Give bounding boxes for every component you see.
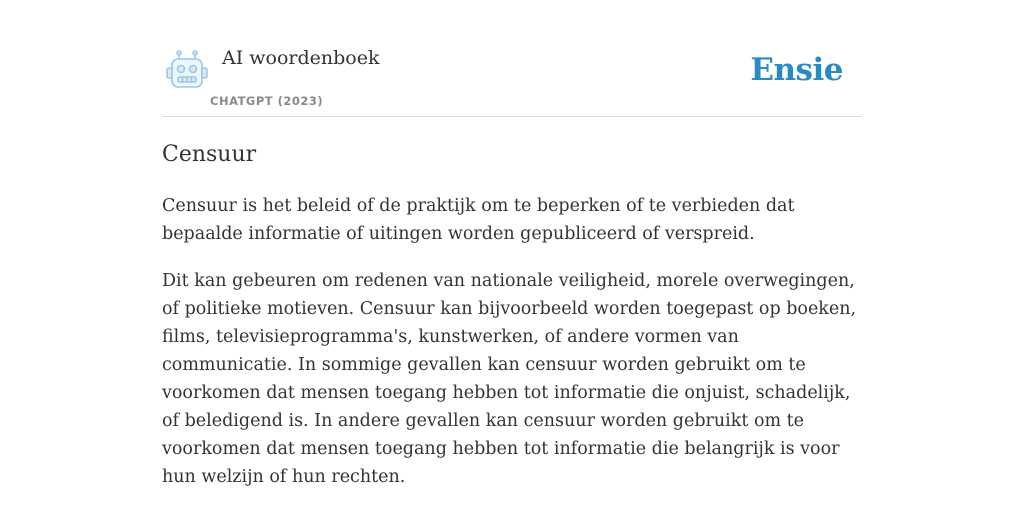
robot-icon[interactable] [165, 50, 209, 90]
dictionary-title[interactable]: AI woordenboek [222, 47, 380, 69]
definition-paragraph: Dit kan gebeuren om redenen van nationale veiligheid, morele overwegingen, of politieke motieven. Censuur kan bijvoorbeeld worden toegepast op boeken, films, televisieprogramma's, kunstwerken, of andere vormen van communicatie. In sommige gevallen kan censuur worden gebruikt om te voorkomen dat mensen toegang hebben tot informatie die onjuist, schadelijk, of beledigend is. In andere gevallen kan censuur worden gebruikt om te voorkomen dat mensen toegang hebben tot informatie die belangrijk is voor hun welzijn of hun rechten. [162, 271, 857, 487]
ensie-logo[interactable]: Ensie [750, 52, 843, 88]
page-container [162, 0, 862, 512]
definition-paragraph: Censuur is het beleid of de praktijk om te beperken of te verbieden dat bepaalde informatie of uitingen worden gepubliceerd of verspreid. [162, 196, 795, 244]
entry-definition [162, 192, 862, 510]
dictionary-header [162, 0, 862, 117]
entry-term: Censuur [162, 142, 257, 167]
dictionary-source-label: CHATGPT (2023) [210, 94, 324, 108]
